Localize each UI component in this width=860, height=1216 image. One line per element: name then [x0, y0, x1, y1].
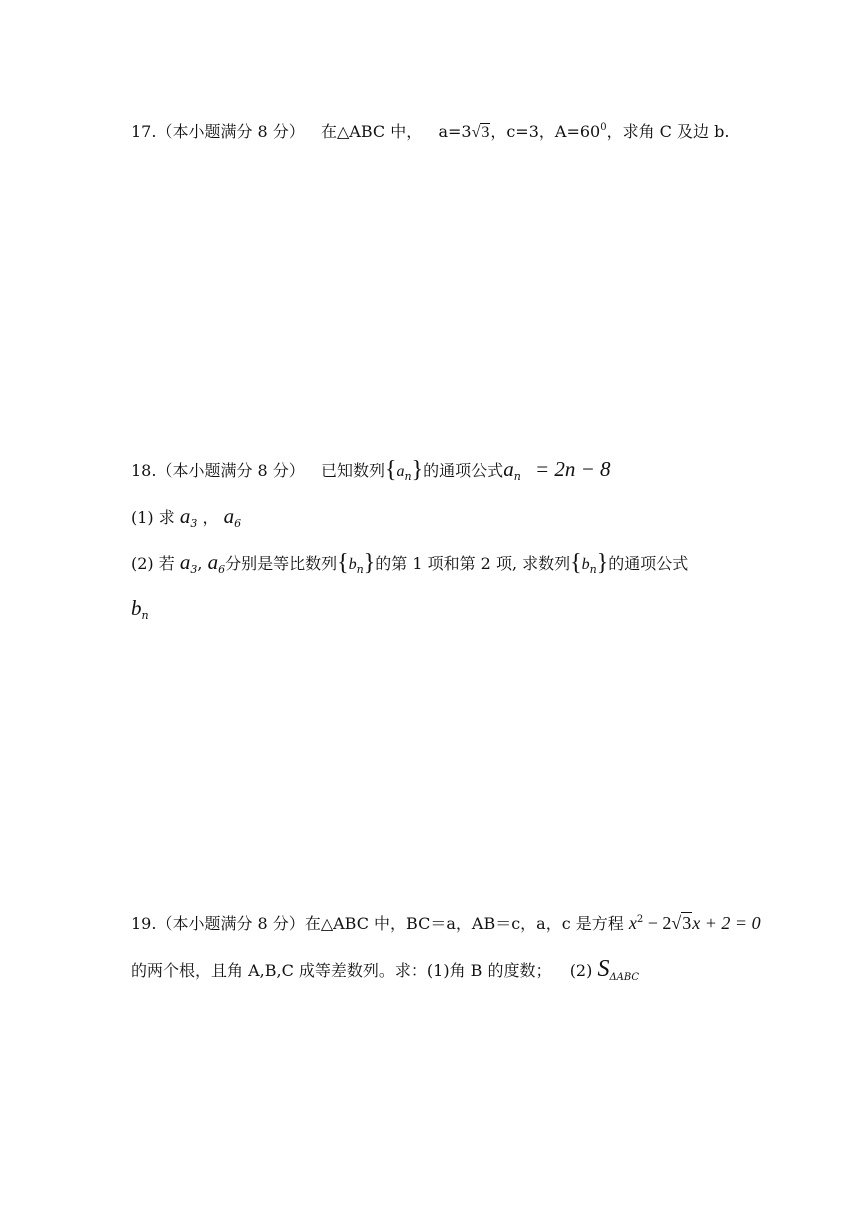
question-19-line: 19.（本小题满分 8 分）在△ABC 中，BC＝a，AB＝c，a，c 是方程 $x^2 - 2√3x + 2 = 0$	[131, 906, 761, 938]
question-text-end: ，求角 C 及边 b.	[606, 122, 730, 141]
formula-rhs: = 2n − 8	[534, 457, 611, 481]
part-text: 若	[158, 554, 175, 573]
part-text: 求	[158, 508, 175, 527]
question-18-line: 18.（本小题满分 8 分） 已知数列$\{a_n\}$的通项公式$a_n = 2n - 8$	[131, 457, 611, 483]
question-18-part2-cont: $b_n$	[131, 596, 149, 622]
sequence-b: b	[348, 556, 357, 573]
points-note: （本小题满分 8 分）	[156, 461, 305, 480]
part-label: (1)	[131, 508, 154, 527]
question-18-part1: (1) 求 $a_3$ ， $a_6$	[131, 504, 242, 530]
question-19-line-2: 的两个根，且角 A,B,C 成等差数列。求：(1)角 B 的度数； (2) $S_{\Delta ABC}$	[131, 956, 640, 983]
sequence-b: b	[581, 556, 590, 573]
part-label: (2)	[569, 961, 593, 980]
question-number: 18.	[131, 461, 157, 480]
points-note: （本小题满分 8 分）	[156, 122, 305, 141]
question-number: 17.	[131, 122, 157, 141]
question-number: 19.	[131, 914, 157, 933]
equation-end: x + 2 = 0	[692, 913, 761, 933]
part-text-end: 的通项公式	[608, 554, 689, 573]
question-text: 在△ABC 中，BC＝a，AB＝c，a，c 是方程	[304, 914, 624, 933]
term-a6: a	[223, 504, 235, 528]
sqrt-expression: √3	[471, 124, 490, 141]
term-a3: a	[179, 504, 191, 528]
points-note: （本小题满分 8 分）	[156, 914, 305, 933]
question-18-part2: (2) 若 $a_3$, $a_6$分别是等比数列$\{b_n\}$的第 1 项和第 2 项, 求数列$\{b_n\}$的通项公式	[131, 550, 689, 576]
question-text-cont: 的两个根，且角 A,B,C 成等差数列。求：(1)角 B 的度数；	[131, 961, 552, 980]
part-text-cont: 分别是等比数列	[225, 554, 338, 573]
side-a-prefix: a=3	[438, 122, 472, 141]
part-label: (2)	[131, 554, 154, 573]
equation-x: x	[628, 913, 637, 933]
question-17-line	[131, 116, 729, 145]
sequence-a: a	[396, 463, 405, 480]
formula-lhs: a	[503, 457, 514, 481]
question-text: 已知数列	[321, 461, 386, 480]
part-text-cont: 的第 1 项和第 2 项, 求数列	[375, 554, 571, 573]
area-symbol: S	[597, 956, 610, 982]
sqrt-expression: √3	[671, 913, 692, 933]
term-a6: a	[207, 550, 219, 574]
equation-mid: − 2	[643, 913, 672, 933]
degree-superscript: 0	[600, 122, 607, 133]
term-bn: b	[131, 596, 142, 620]
question-text: 在△ABC 中，	[321, 122, 423, 141]
question-text-cont: 的通项公式	[423, 461, 504, 480]
question-text-cont: ，c=3，A=60	[490, 122, 601, 141]
term-a3: a	[179, 550, 191, 574]
